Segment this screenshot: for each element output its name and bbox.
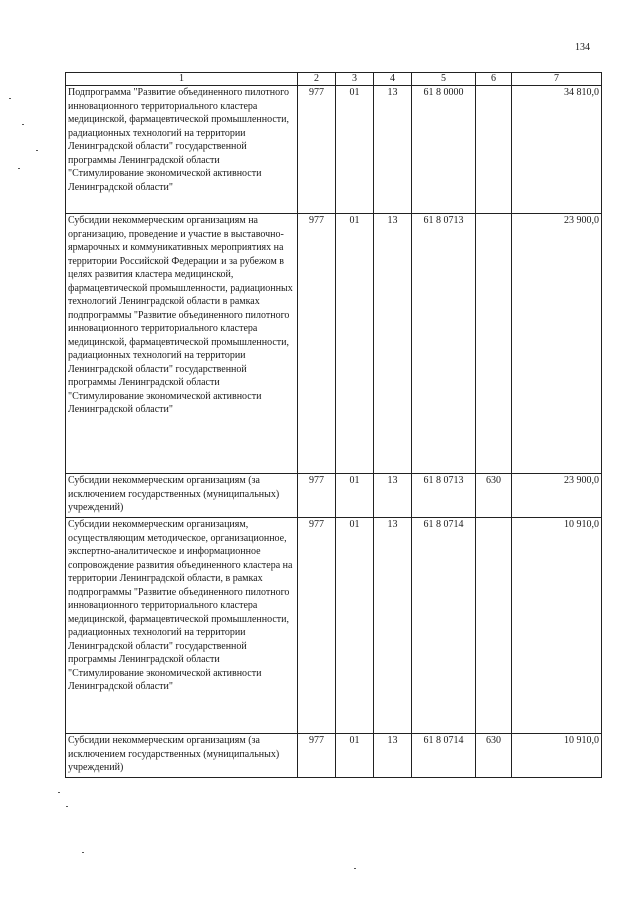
row-subsection: 13 — [374, 214, 412, 474]
scan-speck — [58, 792, 60, 793]
row-amount: 23 900,0 — [512, 474, 602, 518]
row-subsection: 13 — [374, 518, 412, 734]
row-target-article: 61 8 0713 — [412, 474, 476, 518]
row-expense-type — [476, 518, 512, 734]
row-section: 01 — [336, 518, 374, 734]
scan-speck — [22, 124, 24, 125]
scan-speck — [66, 806, 68, 807]
scan-speck — [9, 98, 11, 99]
row-subsection: 13 — [374, 86, 412, 214]
scan-speck — [82, 852, 84, 853]
header-cell-1: 1 — [66, 73, 298, 86]
row-target-article: 61 8 0000 — [412, 86, 476, 214]
row-expense-type: 630 — [476, 474, 512, 518]
scan-speck — [36, 150, 38, 151]
row-section: 01 — [336, 214, 374, 474]
row-expense-type — [476, 86, 512, 214]
table-row — [66, 474, 602, 518]
row-admin-code: 977 — [298, 518, 336, 734]
budget-table — [65, 72, 602, 778]
scan-speck — [18, 168, 20, 169]
row-description: Субсидии некоммерческим организациям, осуществляющим методическое, организационное, экспертно-аналитическое и информационное сопровождение развития объединенного кластера на территории Ленинградской области, в рамках подпрограммы "Развитие объединенного пилотного инновационного территориального кластера медицинской, фармацевтической промышленности, радиационных технологий на территории Ленинградской области" государственной программы Ленинградской области "Стимулирование экономической активности Ленинградской области" — [66, 518, 298, 734]
row-target-article: 61 8 0714 — [412, 734, 476, 778]
row-description: Субсидии некоммерческим организациям на организацию, проведение и участие в выставочно-ярмарочных и коммуникативных мероприятиях на территории Российской Федерации и за рубежом в целях развития кластера медицинской, фармацевтической промышленности, радиационных технологий Ленинградской области в рамках подпрограммы "Развитие объединенного пилотного инновационного территориального кластера медицинской, фармацевтической промышленности, радиационных технологий на территории Ленинградской области" государственной программы Ленинградской области "Стимулирование экономической активности Ленинградской области" — [66, 214, 298, 474]
header-cell-4: 4 — [374, 73, 412, 86]
row-amount: 34 810,0 — [512, 86, 602, 214]
row-description: Субсидии некоммерческим организациям (за исключением государственных (муниципальных) учреждений) — [66, 474, 298, 518]
row-amount: 23 900,0 — [512, 214, 602, 474]
row-description: Субсидии некоммерческим организациям (за исключением государственных (муниципальных) учреждений) — [66, 734, 298, 778]
header-cell-7: 7 — [512, 73, 602, 86]
header-cell-5: 5 — [412, 73, 476, 86]
row-section: 01 — [336, 734, 374, 778]
row-target-article: 61 8 0714 — [412, 518, 476, 734]
row-amount: 10 910,0 — [512, 734, 602, 778]
row-subsection: 13 — [374, 734, 412, 778]
header-cell-6: 6 — [476, 73, 512, 86]
row-section: 01 — [336, 474, 374, 518]
row-expense-type: 630 — [476, 734, 512, 778]
header-cell-2: 2 — [298, 73, 336, 86]
table-row — [66, 518, 602, 734]
row-amount: 10 910,0 — [512, 518, 602, 734]
row-admin-code: 977 — [298, 474, 336, 518]
row-admin-code: 977 — [298, 734, 336, 778]
row-section: 01 — [336, 86, 374, 214]
table-row — [66, 86, 602, 214]
page-number: 134 — [575, 42, 590, 53]
header-cell-3: 3 — [336, 73, 374, 86]
row-admin-code: 977 — [298, 86, 336, 214]
row-expense-type — [476, 214, 512, 474]
row-description: Подпрограмма "Развитие объединенного пилотного инновационного территориального кластера медицинской, фармацевтической промышленности, радиационных технологий на территории Ленинградской области" государственной программы Ленинградской области "Стимулирование экономической активности Ленинградской области" — [66, 86, 298, 214]
scan-speck — [354, 868, 356, 869]
table-header-row — [66, 73, 602, 86]
row-admin-code: 977 — [298, 214, 336, 474]
row-subsection: 13 — [374, 474, 412, 518]
table-row — [66, 214, 602, 474]
table-row — [66, 734, 602, 778]
row-target-article: 61 8 0713 — [412, 214, 476, 474]
